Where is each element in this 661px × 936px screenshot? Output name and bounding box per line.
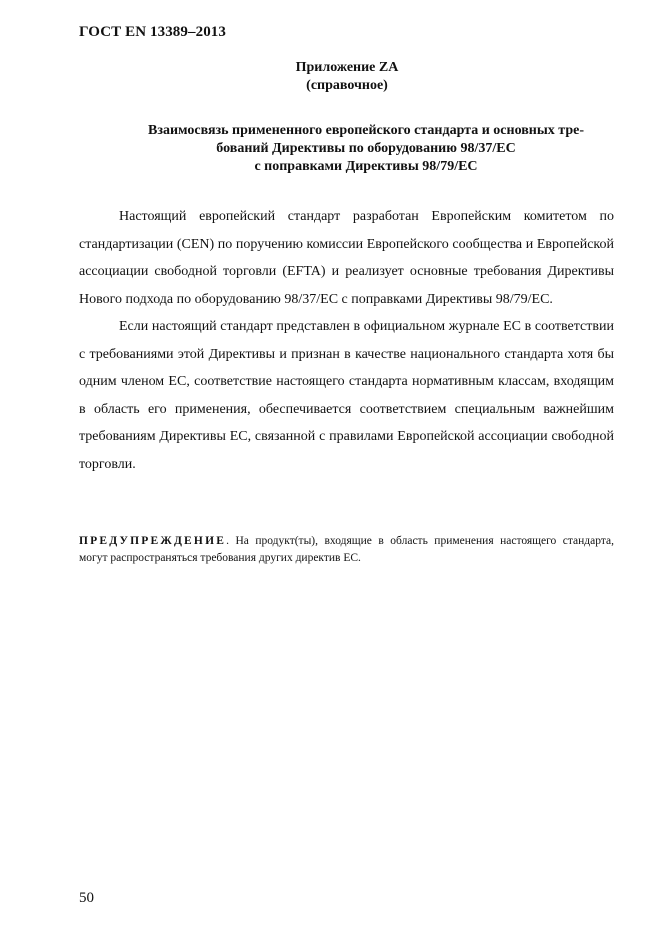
- warning-label: ПРЕДУПРЕЖДЕНИЕ: [79, 535, 227, 547]
- section-heading-line-2: бований Директивы по оборудованию 98/37/ЕС: [216, 141, 516, 156]
- annex-title-block: [180, 59, 514, 95]
- page-number: 50: [79, 890, 94, 906]
- standard-designation: ГОСТ EN 13389–2013: [79, 24, 226, 40]
- paragraph-conformity: Если настоящий стандарт представлен в официальном журнале ЕС в соответствии с требованиями этой Директивы и признан в качестве национального стандарта хотя бы одним членом ЕС, соответствие настоящего стандарта нормативным классам, входящим в область его применения, обеспечивается соответствием специальным важнейшим требованиям Директивы ЕС, связанной с правилами Европейской ассоциации свободной торговли.: [79, 319, 614, 472]
- section-heading-line-1: Взаимосвязь примененного европейского стандарта и основных тре-: [147, 123, 584, 138]
- annex-subtitle: (справочное): [306, 78, 388, 93]
- warning-text: . На продукт(ты), входящие в область применения настоящего стандарта, могут распространяться требования других директив ЕС.: [79, 535, 614, 564]
- body-text: [79, 203, 614, 478]
- annex-title: Приложение ZA: [295, 60, 399, 75]
- section-heading: [118, 122, 614, 176]
- warning-note: [79, 533, 614, 567]
- section-heading-line-3: с поправками Директивы 98/79/ЕС: [254, 159, 478, 174]
- paragraph-scope: Настоящий европейский стандарт разработан Европейским комитетом по стандартизации (CEN) по поручению комиссии Европейского сообщества и Европейской ассоциации свободной торговли (EFTA) и реализует основные требования Директивы Нового подхода по оборудованию 98/37/ЕС с поправками Директивы 98/79/ЕС.: [79, 209, 614, 307]
